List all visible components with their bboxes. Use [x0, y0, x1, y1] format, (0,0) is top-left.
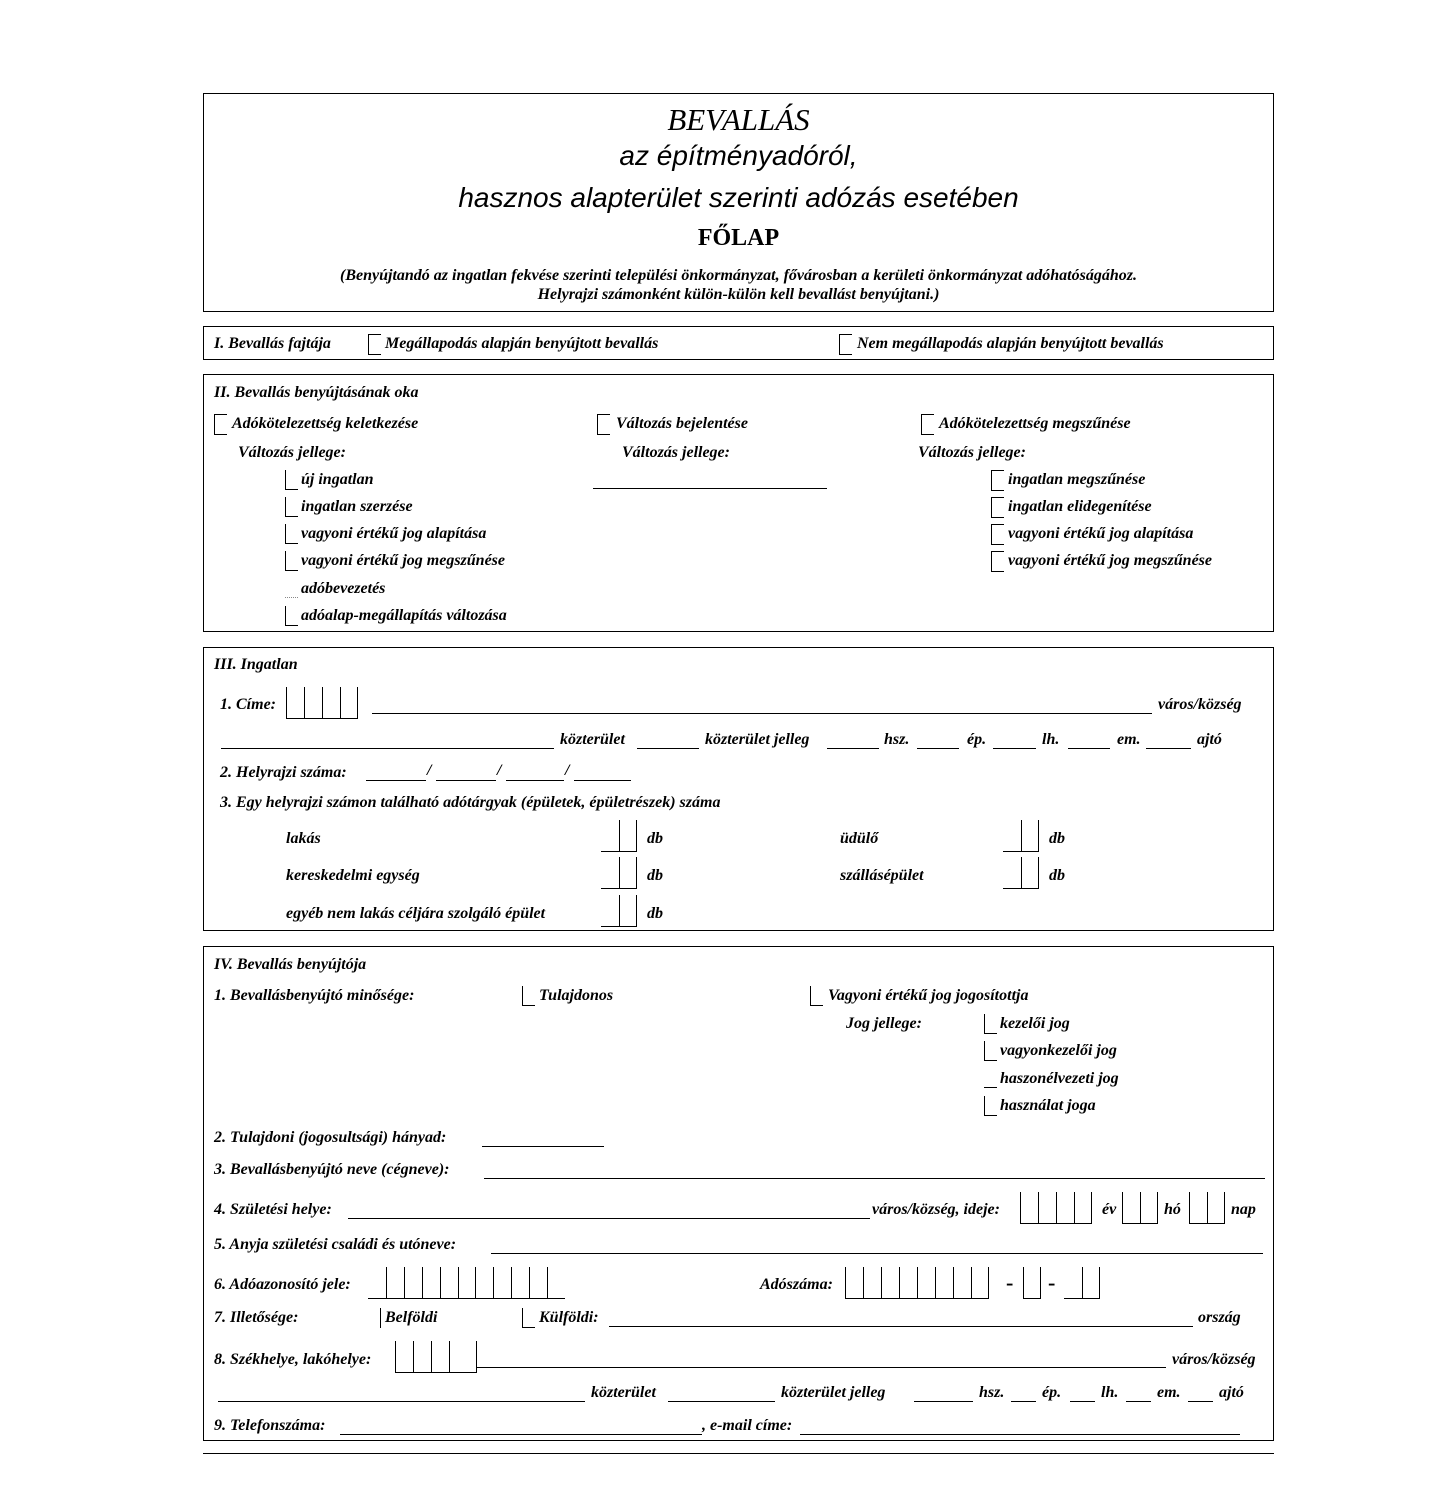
- szekhely-ajto-label: ajtó: [1219, 1384, 1244, 1401]
- em-label: em.: [1117, 731, 1141, 748]
- folap-label: FŐLAP: [697, 225, 780, 251]
- opt-ingatlan-megszunese: ingatlan megszűnése: [1008, 471, 1146, 488]
- kereskedelmi-db: db: [647, 867, 663, 884]
- opt-tulajdonos: Tulajdonos: [539, 987, 614, 1004]
- checkbox-hasznalat-joga[interactable]: [984, 1096, 997, 1116]
- section-2-label: II. Bevallás benyújtásának oka: [214, 384, 419, 401]
- form-subtitle-2: hasznos alapterület szerinti adózás esetében: [458, 182, 1019, 213]
- udulo-db: db: [1049, 830, 1065, 847]
- valtozas-jellege-line[interactable]: [593, 488, 827, 489]
- lh-line[interactable]: [993, 748, 1036, 749]
- hanyad-line[interactable]: [482, 1146, 604, 1147]
- nev-line[interactable]: [484, 1178, 1265, 1179]
- anyja-line[interactable]: [491, 1253, 1263, 1254]
- ajto-line[interactable]: [1146, 748, 1191, 749]
- opt-kezeloi-jog: kezelői jog: [1000, 1015, 1070, 1032]
- checkbox-ingatlan-szerzese[interactable]: [285, 497, 298, 517]
- adoazonosito-label: 6. Adóazonosító jele:: [214, 1276, 351, 1293]
- checkbox-kulfoldi[interactable]: [522, 1308, 535, 1328]
- szekhely-varos-line[interactable]: [476, 1367, 1166, 1368]
- checkbox-megallapodas[interactable]: [368, 334, 381, 355]
- opt-belfoldi: Belföldi: [385, 1309, 438, 1326]
- checkbox-valtozas[interactable]: [597, 414, 610, 435]
- opt-adobevezetes: adóbevezetés: [301, 580, 386, 597]
- em-line[interactable]: [1068, 748, 1110, 749]
- hrsz-slash-1: /: [427, 762, 432, 779]
- kereskedelmi-label: kereskedelmi egység: [286, 867, 420, 884]
- checkbox-vagyonkezeloi-jog[interactable]: [984, 1041, 997, 1061]
- adotargyak-label: 3. Egy helyrajzi számon található adótárgyak (épületek, épületrészek) száma: [220, 794, 721, 811]
- nev-label: 3. Bevallásbenyújtó neve (cégneve):: [214, 1161, 450, 1178]
- checkbox-keletkezes[interactable]: [214, 414, 227, 435]
- lakas-db: db: [647, 830, 663, 847]
- checkbox-tulajdonos[interactable]: [522, 986, 535, 1006]
- header-note-2: Helyrajzi számonként külön-külön kell bevallást benyújtani.): [537, 286, 940, 303]
- szekhely-hsz-line[interactable]: [914, 1401, 973, 1402]
- section-3-label: III. Ingatlan: [214, 656, 298, 673]
- jog-jellege-label: Jog jellege:: [846, 1015, 922, 1032]
- option-nem-megallapodas: Nem megállapodás alapján benyújtott bevallás: [857, 335, 1164, 352]
- form-title: BEVALLÁS: [667, 102, 810, 137]
- checkbox-haszonelvezeti-jog[interactable]: [984, 1068, 997, 1088]
- ep-line[interactable]: [917, 748, 959, 749]
- checkbox-adoalap[interactable]: [285, 606, 298, 626]
- hrsz-slash-2: /: [497, 762, 502, 779]
- email-label: , e-mail címe:: [702, 1417, 793, 1434]
- opt-vagyonkezeloi-jog: vagyonkezelői jog: [1000, 1042, 1117, 1059]
- opt-jog-alapitasa-a: vagyoni értékű jog alapítása: [301, 525, 487, 542]
- hrsz-line-1[interactable]: [366, 780, 426, 781]
- checkbox-adobevezetes[interactable]: [285, 578, 298, 598]
- opt-jog-megszunese-a: vagyoni értékű jog megszűnése: [301, 552, 505, 569]
- szul-ho-cells[interactable]: [1122, 1192, 1158, 1224]
- checkbox-belfoldi[interactable]: [368, 1308, 381, 1328]
- szekhely-kozterulet-line[interactable]: [218, 1401, 585, 1402]
- szekhely-kozterulet-label: közterület: [591, 1384, 656, 1401]
- szul-hely-line[interactable]: [348, 1218, 870, 1219]
- hrsz-label: 2. Helyrajzi száma:: [220, 764, 347, 781]
- lakas-label: lakás: [286, 830, 321, 847]
- checkbox-ingatlan-elidegenitese[interactable]: [991, 497, 1004, 518]
- telefon-label: 9. Telefonszáma:: [214, 1417, 326, 1434]
- irsz-cells[interactable]: [286, 687, 358, 719]
- adoszama-dash-2: -: [1048, 1270, 1056, 1295]
- kozterulet-jelleg-label: közterület jelleg: [705, 731, 810, 748]
- anyja-label: 5. Anyja születési családi és utóneve:: [214, 1236, 457, 1253]
- szekhely-em-label: em.: [1157, 1384, 1181, 1401]
- opt-ingatlan-szerzese: ingatlan szerzése: [301, 498, 413, 515]
- checkbox-megszunes[interactable]: [921, 414, 934, 435]
- section-1-label: I. Bevallás fajtája: [214, 335, 331, 352]
- kereskedelmi-cells[interactable]: [601, 857, 637, 889]
- opt-adoalap: adóalap-megállapítás változása: [301, 607, 507, 624]
- hrsz-line-3[interactable]: [506, 780, 564, 781]
- col-megszunes: Adókötelezettség megszűnése: [939, 415, 1131, 432]
- ev-label: év: [1102, 1201, 1117, 1218]
- szul-varos-ideje: város/község, ideje:: [872, 1201, 1000, 1218]
- cime-varos-label: város/község: [1158, 696, 1242, 713]
- checkbox-vagyoni-jog[interactable]: [810, 986, 823, 1006]
- kozterulet-label: közterület: [560, 731, 625, 748]
- szekhely-ajto-line[interactable]: [1188, 1401, 1213, 1402]
- section-4-label: IV. Bevallás benyújtója: [214, 956, 367, 973]
- opt-jog-megszunese-c: vagyoni értékű jog megszűnése: [1008, 552, 1212, 569]
- jellege-label-3: Változás jellege:: [918, 444, 1026, 461]
- lakas-cells[interactable]: [601, 820, 637, 852]
- cime-varos-line[interactable]: [372, 713, 1152, 714]
- szekhely-ep-line[interactable]: [1011, 1401, 1036, 1402]
- hrsz-line-2[interactable]: [436, 780, 496, 781]
- szekhely-ep-label: ép.: [1042, 1384, 1062, 1401]
- kozterulet-line[interactable]: [221, 748, 554, 749]
- ep-label: ép.: [967, 731, 987, 748]
- orszag-label: ország: [1198, 1309, 1241, 1326]
- hanyad-label: 2. Tulajdoni (jogosultsági) hányad:: [214, 1129, 447, 1146]
- szul-label: 4. Születési helye:: [214, 1201, 332, 1218]
- hsz-label: hsz.: [884, 731, 910, 748]
- nap-label: nap: [1231, 1201, 1256, 1218]
- szallas-cells[interactable]: [1003, 857, 1039, 889]
- form-subtitle-1: az építményadóról,: [619, 140, 858, 171]
- szallas-label: szállásépület: [840, 867, 924, 884]
- adoazonosito-cells[interactable]: [368, 1267, 565, 1299]
- szekhely-lh-label: lh.: [1101, 1384, 1119, 1401]
- checkbox-kezeloi-jog[interactable]: [984, 1014, 997, 1034]
- checkbox-jog-alapitasa-a[interactable]: [285, 524, 298, 544]
- illetoseg-label: 7. Illetősége:: [214, 1309, 299, 1326]
- jellege-label-1: Változás jellege:: [238, 444, 346, 461]
- opt-haszonelvezeti-jog: haszonélvezeti jog: [1000, 1070, 1119, 1087]
- opt-hasznalat-joga: használat joga: [1000, 1097, 1096, 1114]
- adoszama-cells-3[interactable]: [1064, 1267, 1100, 1299]
- minoseg-label: 1. Bevallásbenyújtó minősége:: [214, 987, 415, 1004]
- adoszama-dash-1: -: [1006, 1270, 1014, 1295]
- udulo-label: üdülő: [840, 830, 879, 847]
- checkbox-ingatlan-megszunese[interactable]: [991, 470, 1004, 491]
- checkbox-jog-megszunese-a[interactable]: [285, 551, 298, 571]
- hsz-line[interactable]: [827, 748, 879, 749]
- adoszama-label: Adószáma:: [760, 1276, 833, 1293]
- opt-ingatlan-elidegenitese: ingatlan elidegenítése: [1008, 498, 1152, 515]
- lh-label: lh.: [1042, 731, 1060, 748]
- szekhely-jelleg-line[interactable]: [668, 1401, 775, 1402]
- egyeb-db: db: [647, 905, 663, 922]
- opt-uj-ingatlan: új ingatlan: [301, 471, 374, 488]
- adoszama-cells-2[interactable]: [1023, 1267, 1041, 1299]
- udulo-cells[interactable]: [1003, 820, 1039, 852]
- checkbox-jog-alapitasa-c[interactable]: [991, 524, 1004, 545]
- szekhely-label: 8. Székhelye, lakóhelye:: [214, 1351, 372, 1368]
- col-keletkezes: Adókötelezettség keletkezése: [232, 415, 419, 432]
- szekhely-varos-label: város/község: [1172, 1351, 1256, 1368]
- cime-label: 1. Címe:: [220, 696, 276, 713]
- kulfoldi-line[interactable]: [609, 1326, 1193, 1327]
- opt-kulfoldi: Külföldi:: [539, 1309, 599, 1326]
- opt-jog-alapitasa-c: vagyoni értékű jog alapítása: [1008, 525, 1194, 542]
- checkbox-jog-megszunese-c[interactable]: [991, 551, 1004, 572]
- checkbox-uj-ingatlan[interactable]: [285, 470, 298, 490]
- checkbox-nem-megallapodas[interactable]: [839, 334, 852, 355]
- jellege-label-2: Változás jellege:: [622, 444, 730, 461]
- szallas-db: db: [1049, 867, 1065, 884]
- szekhely-hsz-label: hsz.: [979, 1384, 1005, 1401]
- szul-ev-cells[interactable]: [1020, 1192, 1092, 1224]
- adoszama-cells-1[interactable]: [845, 1267, 989, 1299]
- hrsz-slash-3: /: [565, 762, 570, 779]
- szekhely-lh-line[interactable]: [1070, 1401, 1095, 1402]
- section-3-box: [203, 647, 1274, 931]
- option-megallapodas: Megállapodás alapján benyújtott bevallás: [385, 335, 659, 352]
- telefon-line[interactable]: [340, 1434, 702, 1435]
- bottom-rule: [203, 1453, 1274, 1454]
- szekhely-em-line[interactable]: [1126, 1401, 1151, 1402]
- szul-nap-cells[interactable]: [1189, 1192, 1225, 1224]
- header-note-1: (Benyújtandó az ingatlan fekvése szerinti települési önkormányzat, fővárosban a kerületi önkormányzat adóhatóságához.: [340, 267, 1137, 284]
- col-valtozas: Változás bejelentése: [616, 415, 748, 432]
- ho-label: hó: [1164, 1201, 1181, 1218]
- hrsz-line-4[interactable]: [574, 780, 631, 781]
- egyeb-label: egyéb nem lakás céljára szolgáló épület: [286, 905, 546, 922]
- opt-vagyoni-jog: Vagyoni értékű jog jogosítottja: [828, 987, 1029, 1004]
- ajto-label: ajtó: [1197, 731, 1222, 748]
- egyeb-cells[interactable]: [601, 895, 637, 927]
- szekhely-jelleg-label: közterület jelleg: [781, 1384, 886, 1401]
- kozterulet-jelleg-line[interactable]: [637, 748, 699, 749]
- email-line[interactable]: [800, 1434, 1240, 1435]
- szekhely-irsz-cells[interactable]: [395, 1341, 477, 1373]
